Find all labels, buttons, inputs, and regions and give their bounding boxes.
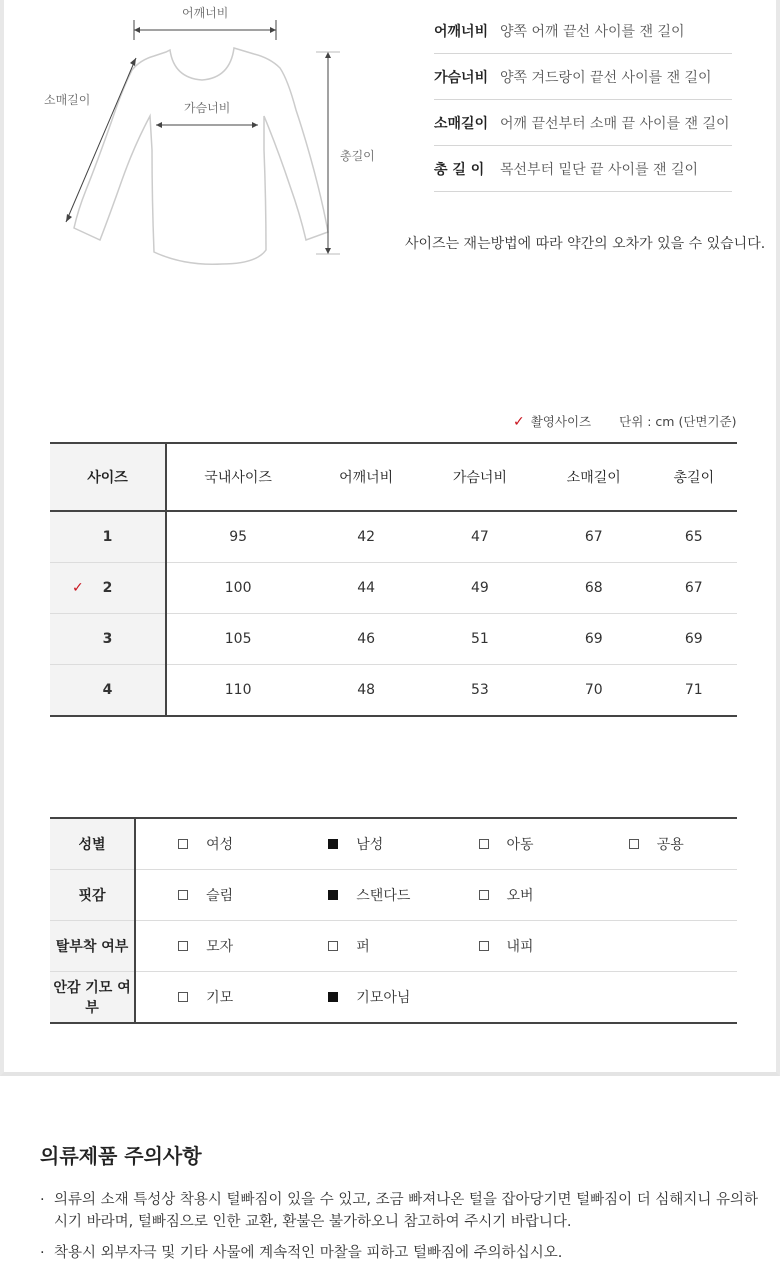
- attribute-row-fit: [50, 870, 737, 921]
- photo-size-label: 촬영사이즈: [530, 414, 592, 429]
- care-title: 의류제품 주의사항: [40, 1144, 202, 1168]
- table-cell: 65: [651, 511, 737, 563]
- column-header: 총길이: [651, 443, 737, 511]
- size-cell: 1: [50, 511, 166, 563]
- attribute-option: 여성: [135, 818, 286, 870]
- attribute-option: 기모: [135, 972, 286, 1024]
- attribute-option: 퍼: [286, 921, 436, 972]
- table-cell: 100: [166, 563, 309, 614]
- shoulder-label: 어깨너비: [182, 6, 229, 20]
- definition-desc: 양쪽 겨드랑이 끝선 사이를 잰 길이: [500, 69, 712, 86]
- column-header: 어깨너비: [309, 443, 423, 511]
- column-header: 국내사이즈: [166, 443, 309, 511]
- unchecked-box-icon: [629, 839, 639, 849]
- attribute-label: 탈부착 여부: [50, 921, 135, 972]
- sweater-outline: [74, 48, 328, 264]
- attribute-option: 기모아님: [286, 972, 436, 1024]
- garment-measurement-diagram: [34, 0, 384, 280]
- chest-label: 가슴너비: [184, 101, 231, 115]
- table-cell: 42: [309, 511, 423, 563]
- table-cell: 67: [651, 563, 737, 614]
- column-header: 가슴너비: [423, 443, 537, 511]
- table-cell: 95: [166, 511, 309, 563]
- attribute-option: 남성: [286, 818, 436, 870]
- measurement-note: 사이즈는 재는방법에 따라 약간의 오차가 있을 수 있습니다.: [405, 236, 766, 252]
- column-header: 사이즈: [50, 443, 166, 511]
- definition-term: 어깨너비: [434, 23, 489, 40]
- attribute-table: [50, 817, 737, 1024]
- table-cell: 49: [423, 563, 537, 614]
- total-label: 총길이: [340, 149, 375, 163]
- attribute-option: 내피: [437, 921, 587, 972]
- attribute-label: 안감 기모 여부: [50, 972, 135, 1024]
- table-row: [50, 614, 737, 665]
- definition-desc: 목선부터 밑단 끝 사이를 잰 길이: [500, 161, 699, 178]
- unchecked-box-icon: [178, 890, 188, 900]
- unchecked-box-icon: [328, 941, 338, 951]
- table-cell: 51: [423, 614, 537, 665]
- checked-box-icon: [328, 890, 338, 900]
- care-list: [40, 1189, 760, 1264]
- attribute-option: 모자: [135, 921, 286, 972]
- attribute-label: 핏감: [50, 870, 135, 921]
- care-notice: [40, 1140, 760, 1273]
- table-row: [50, 665, 737, 717]
- attribute-option: 공용: [587, 818, 737, 870]
- definition-row: [434, 54, 732, 100]
- sleeve-label: 소매길이: [44, 93, 91, 107]
- column-header: 소매길이: [537, 443, 651, 511]
- definition-row: [434, 8, 732, 54]
- attribute-row-lining: [50, 972, 737, 1024]
- attribute-empty: [587, 921, 737, 972]
- care-item: · 의류의 소재 특성상 착용시 털빠짐이 있을 수 있고, 조금 빠져나온 털을 잡아당기면 털빠짐이 더 심해지니 유의하시기 바라며, 털빠짐으로 인한 교환, 환불은 불가하오니 참고하여 주시기 바랍니다.: [40, 1189, 760, 1233]
- table-cell: 46: [309, 614, 423, 665]
- table-cell: 67: [537, 511, 651, 563]
- table-cell: 105: [166, 614, 309, 665]
- care-item: · 착용시 외부자극 및 기타 사물에 계속적인 마찰을 피하고 털빠짐에 주의하십시오.: [40, 1242, 760, 1264]
- table-row: [50, 563, 737, 614]
- size-cell: ✓ 2: [50, 563, 166, 614]
- table-cell: 70: [584, 682, 603, 698]
- table-cell: 44: [309, 563, 423, 614]
- measurement-definitions: [434, 8, 732, 192]
- size-table: [50, 442, 737, 717]
- table-row: [50, 511, 737, 563]
- definition-row: [434, 146, 732, 192]
- unchecked-box-icon: [178, 992, 188, 1002]
- unchecked-box-icon: [178, 941, 188, 951]
- table-cell: 53: [471, 682, 489, 698]
- table-cell: 71: [684, 682, 703, 698]
- table-legend: [513, 412, 737, 430]
- attribute-option: 아동: [437, 818, 587, 870]
- attribute-row-gender: [50, 818, 737, 870]
- definition-desc: 어깨 끝선부터 소매 끝 사이를 잰 길이: [500, 115, 730, 132]
- attribute-row-detachable: [50, 921, 737, 972]
- definition-term: 가슴너비: [434, 69, 489, 86]
- definition-row: [434, 100, 732, 146]
- unchecked-box-icon: [479, 941, 489, 951]
- attribute-empty: [587, 870, 737, 921]
- attribute-empty: [437, 972, 587, 1024]
- checked-box-icon: [328, 992, 338, 1002]
- sleeve-line: [66, 58, 136, 222]
- table-cell: 110: [224, 682, 252, 698]
- attribute-empty: [587, 972, 737, 1024]
- attribute-option: 스탠다드: [286, 870, 436, 921]
- unchecked-box-icon: [479, 839, 489, 849]
- size-table-header: [50, 443, 737, 511]
- table-cell: 47: [423, 511, 537, 563]
- unchecked-box-icon: [178, 839, 188, 849]
- table-cell: 48: [357, 682, 376, 698]
- size-cell: 3: [50, 614, 166, 665]
- definition-desc: 양쪽 어깨 끝선 사이를 잰 길이: [500, 23, 685, 40]
- definition-term: 총 길 이: [434, 161, 485, 178]
- table-cell: 69: [537, 614, 651, 665]
- unit-label: 단위 : cm (단면기준): [619, 414, 737, 429]
- definition-term: 소매길이: [434, 115, 489, 132]
- attribute-label: 성별: [50, 818, 135, 870]
- check-icon: ✓: [513, 414, 525, 430]
- size-cell: 4: [50, 665, 166, 717]
- table-cell: 69: [651, 614, 737, 665]
- check-icon: ✓: [72, 580, 84, 596]
- attribute-option: 오버: [437, 870, 587, 921]
- checked-box-icon: [328, 839, 338, 849]
- unchecked-box-icon: [479, 890, 489, 900]
- attribute-option: 슬림: [135, 870, 286, 921]
- table-cell: 68: [537, 563, 651, 614]
